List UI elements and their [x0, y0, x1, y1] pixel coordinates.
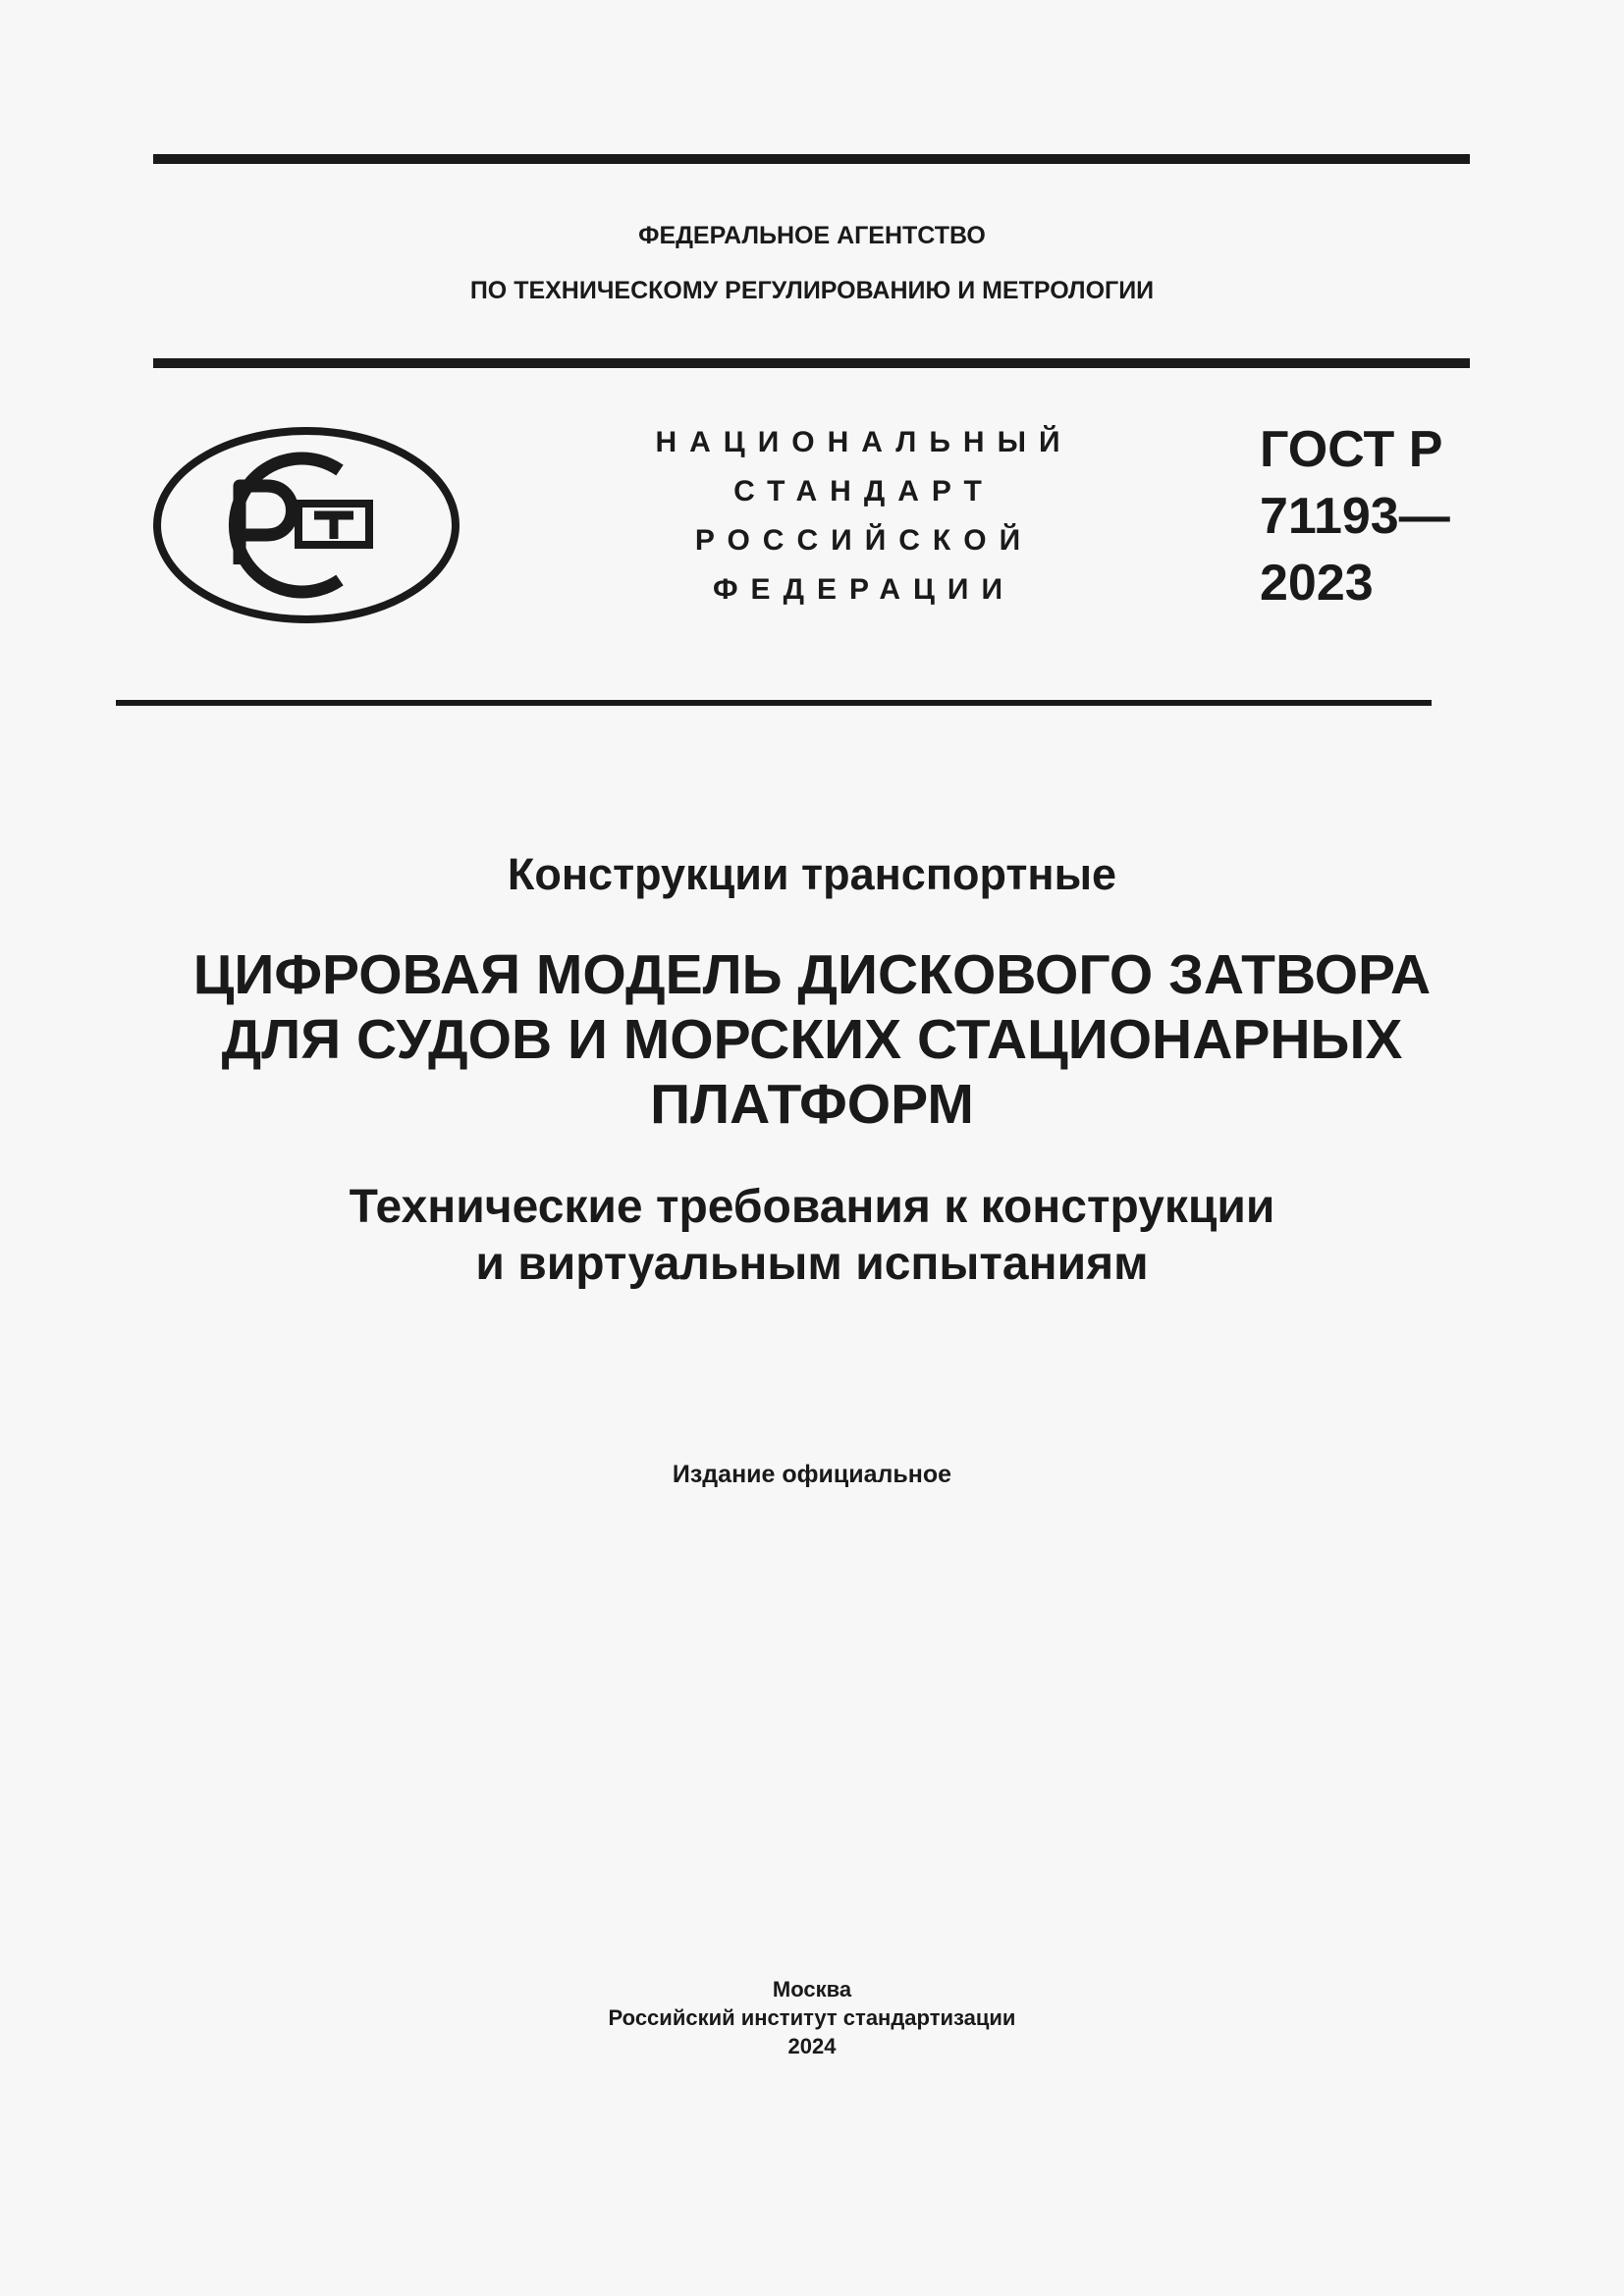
title-main-line-3: ПЛАТФОРМ	[650, 1073, 974, 1136]
title-requirements-line-1: Технические требования к конструкции	[349, 1181, 1275, 1233]
national-standard-line-4: ФЕДЕРАЦИИ	[712, 573, 1016, 606]
header-rule	[116, 700, 1432, 706]
agency-line-1: ФЕДЕРАЛЬНОЕ АГЕНТСТВО	[638, 222, 986, 249]
title-subject: Конструкции транспортные	[507, 849, 1117, 899]
gost-designation-line-3: 2023	[1260, 555, 1374, 612]
title-requirements-line-2: и виртуальным испытаниям	[475, 1238, 1149, 1290]
agency-rule	[153, 358, 1470, 368]
national-standard-line-1: НАЦИОНАЛЬНЫЙ	[655, 426, 1073, 458]
national-standard-line-2: СТАНДАРТ	[733, 475, 995, 507]
publisher-year: 2024	[787, 2034, 837, 2058]
publisher-name: Российский институт стандартизации	[608, 2005, 1016, 2030]
rst-certification-mark-icon	[153, 425, 463, 625]
national-standard-line-3: РОССИЙСКОЙ	[694, 524, 1034, 557]
edition-note: Издание официальное	[672, 1461, 952, 1488]
publisher-city: Москва	[772, 1977, 852, 2002]
gost-designation-line-1: ГОСТ Р	[1260, 421, 1443, 478]
top-rule	[153, 154, 1470, 164]
agency-line-2: ПО ТЕХНИЧЕСКОМУ РЕГУЛИРОВАНИЮ И МЕТРОЛОГИИ	[469, 277, 1155, 304]
gost-designation-line-2: 71193—	[1260, 488, 1450, 545]
title-main-line-1: ЦИФРОВАЯ МОДЕЛЬ ДИСКОВОГО ЗАТВОРА	[192, 943, 1432, 1006]
title-main-line-2: ДЛЯ СУДОВ И МОРСКИХ СТАЦИОНАРНЫХ	[221, 1008, 1403, 1071]
